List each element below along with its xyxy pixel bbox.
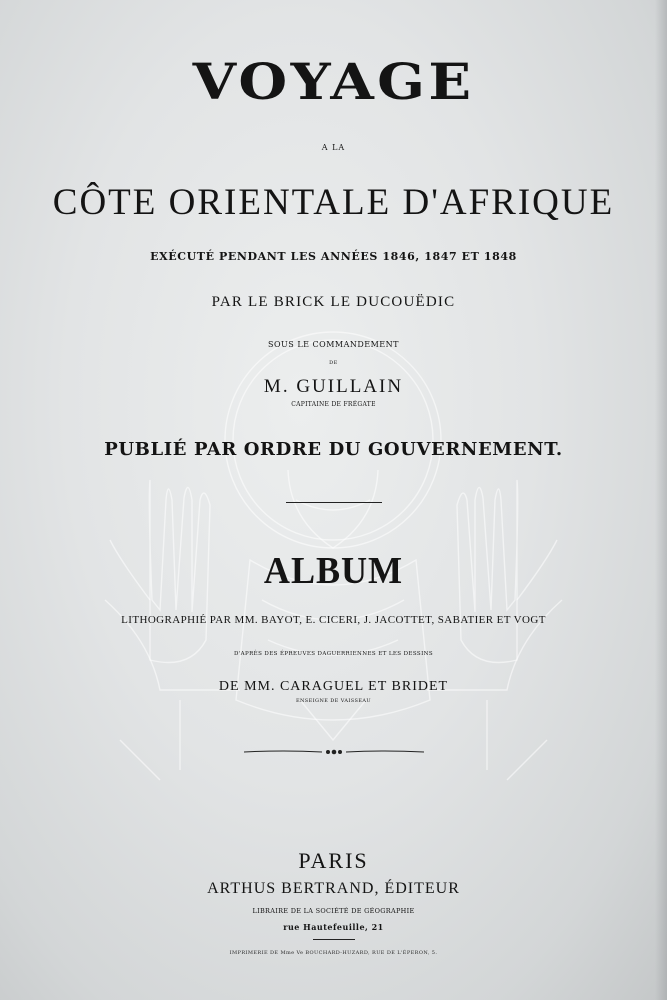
daguerreotype-line: D'APRÈS DES ÉPREUVES DAGUERRIENNES ET LES DESSINS	[233, 651, 434, 657]
artists-rank: ENSEIGNE DE VAISSEAU	[295, 698, 372, 704]
commander-rank: CAPITAINE DE FRÉGATE	[291, 401, 376, 408]
printer-line: IMPRIMERIE DE Mme Ve BOUCHARD-HUZARD, RUE DE L'ÉPERON, 5.	[229, 950, 438, 956]
imprint-publisher: ARTHUS BERTRAND, ÉDITEUR	[207, 880, 460, 897]
divider-rule-top	[286, 502, 382, 503]
title-voyage: VOYAGE	[192, 52, 475, 111]
subtitle-de: DE	[329, 360, 338, 366]
artists-line: DE MM. CARAGUEL ET BRIDET	[218, 679, 449, 694]
title-cote-orientale: CÔTE ORIENTALE D'AFRIQUE	[52, 182, 615, 223]
imprint-city: PARIS	[298, 848, 369, 873]
imprint-libraire: LIBRAIRE DE LA SOCIÉTÉ DE GÉOGRAPHIE	[252, 907, 415, 915]
imprint-street: rue Hautefeuille, 21	[283, 922, 384, 932]
commander-name: M. GUILLAIN	[263, 376, 404, 397]
subtitle-command: SOUS LE COMMANDEMENT	[268, 340, 399, 349]
album-heading: ALBUM	[263, 550, 404, 592]
divider-rule-bottom	[313, 939, 355, 940]
subtitle-ship: PAR LE BRICK LE DUCOUËDIC	[211, 294, 456, 310]
title-a-la: A LA	[321, 143, 346, 152]
subtitle-years: EXÉCUTÉ PENDANT LES ANNÉES 1846, 1847 ET 1848	[150, 250, 517, 263]
lithographers-line: LITHOGRAPHIÉ PAR MM. BAYOT, E. CICERI, J. JACOTTET, SABATIER ET VOGT	[121, 614, 546, 626]
published-by-order: PUBLIÉ PAR ORDRE DU GOUVERNEMENT.	[104, 439, 563, 460]
ornament-rule	[244, 746, 424, 758]
